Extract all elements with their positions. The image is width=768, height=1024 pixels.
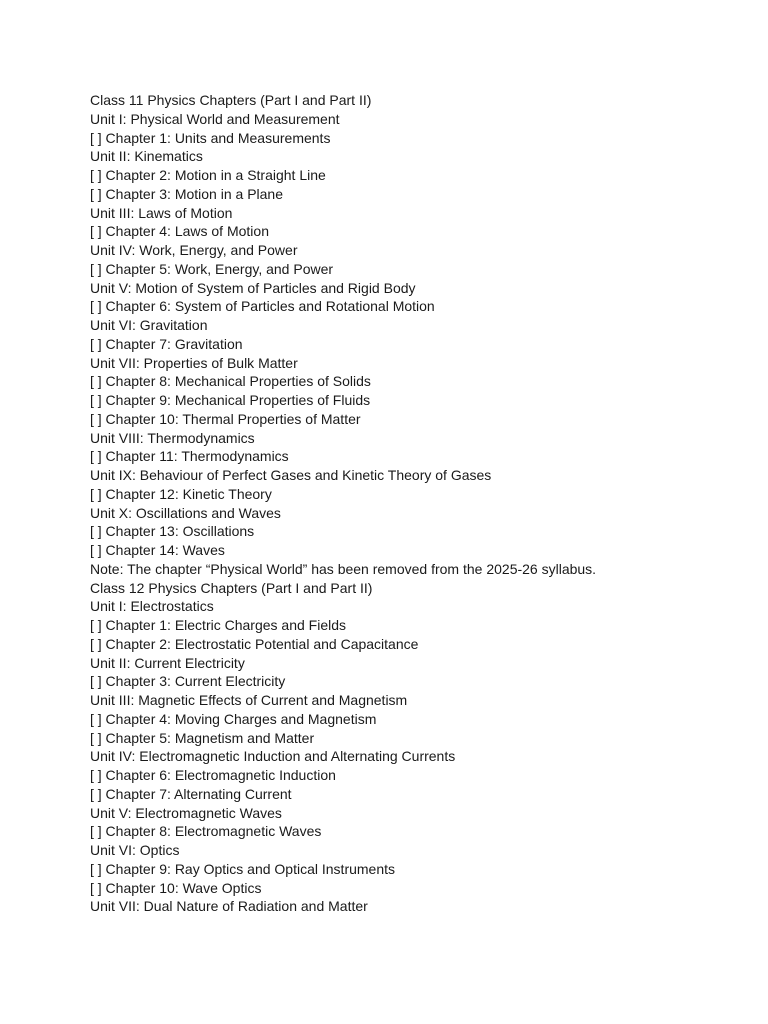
chapter-item: [ ] Chapter 3: Motion in a Plane xyxy=(90,185,283,202)
chapter-item: [ ] Chapter 10: Wave Optics xyxy=(90,879,262,896)
unit-heading: Unit X: Oscillations and Waves xyxy=(90,504,281,521)
unit-heading: Unit VIII: Thermodynamics xyxy=(90,429,255,446)
chapter-item: [ ] Chapter 10: Thermal Properties of Matter xyxy=(90,410,361,427)
chapter-item: [ ] Chapter 14: Waves xyxy=(90,542,225,558)
chapter-item: [ ] Chapter 3: Current Electricity xyxy=(90,673,286,690)
chapter-item: [ ] Chapter 8: Electromagnetic Waves xyxy=(90,823,322,840)
chapter-item: [ ] Chapter 4: Moving Charges and Magnetism xyxy=(90,710,377,727)
unit-heading: Unit I: Electrostatics xyxy=(90,598,214,615)
unit-heading: Unit VII: Dual Nature of Radiation and Matter xyxy=(90,898,368,915)
chapter-item: [ ] Chapter 6: Electromagnetic Induction xyxy=(90,767,336,783)
unit-heading: Unit V: Motion of System of Particles and Rigid Body xyxy=(90,279,416,296)
chapter-item: [ ] Chapter 2: Motion in a Straight Line xyxy=(90,167,326,183)
unit-heading: Unit VI: Optics xyxy=(90,842,180,858)
chapter-item: [ ] Chapter 9: Mechanical Properties of Fluids xyxy=(90,392,371,408)
unit-heading: Unit II: Kinematics xyxy=(90,148,203,165)
unit-heading: Unit V: Electromagnetic Waves xyxy=(90,804,282,821)
document-body xyxy=(90,91,750,916)
chapter-item: [ ] Chapter 1: Units and Measurements xyxy=(90,129,331,146)
unit-heading: Unit IV: Work, Energy, and Power xyxy=(90,242,298,258)
chapter-item: [ ] Chapter 2: Electrostatic Potential and Capacitance xyxy=(90,635,419,652)
unit-heading: Unit II: Current Electricity xyxy=(90,654,245,671)
chapter-item: [ ] Chapter 4: Laws of Motion xyxy=(90,223,269,240)
chapter-item: [ ] Chapter 7: Alternating Current xyxy=(90,785,292,802)
chapter-item: [ ] Chapter 6: System of Particles and Rotational Motion xyxy=(90,298,435,315)
chapter-item: [ ] Chapter 12: Kinetic Theory xyxy=(90,485,272,502)
syllabus-note: Note: The chapter “Physical World” has been removed from the 2025-26 syllabus. xyxy=(90,560,597,577)
chapter-item: [ ] Chapter 1: Electric Charges and Fields xyxy=(90,617,347,633)
chapter-item: [ ] Chapter 7: Gravitation xyxy=(90,335,243,352)
chapter-item: [ ] Chapter 5: Work, Energy, and Power xyxy=(90,260,334,277)
chapter-item: [ ] Chapter 9: Ray Optics and Optical Instruments xyxy=(90,860,396,877)
chapter-item: [ ] Chapter 8: Mechanical Properties of Solids xyxy=(90,373,371,390)
class-12-heading: Class 12 Physics Chapters (Part I and Part II) xyxy=(90,579,373,596)
unit-heading: Unit VII: Properties of Bulk Matter xyxy=(90,354,298,371)
unit-heading: Unit IV: Electromagnetic Induction and Alternating Currents xyxy=(90,748,456,765)
unit-heading: Unit III: Laws of Motion xyxy=(90,204,233,221)
unit-heading: Unit IX: Behaviour of Perfect Gases and Kinetic Theory of Gases xyxy=(90,467,492,483)
chapter-item: [ ] Chapter 5: Magnetism and Matter xyxy=(90,729,315,746)
unit-heading: Unit I: Physical World and Measurement xyxy=(90,110,340,127)
unit-heading: Unit III: Magnetic Effects of Current and Magnetism xyxy=(90,692,408,708)
chapter-item: [ ] Chapter 11: Thermodynamics xyxy=(90,448,289,465)
class-11-heading: Class 11 Physics Chapters (Part I and Part II) xyxy=(90,92,372,108)
chapter-item: [ ] Chapter 13: Oscillations xyxy=(90,523,255,540)
unit-heading: Unit VI: Gravitation xyxy=(90,317,208,333)
